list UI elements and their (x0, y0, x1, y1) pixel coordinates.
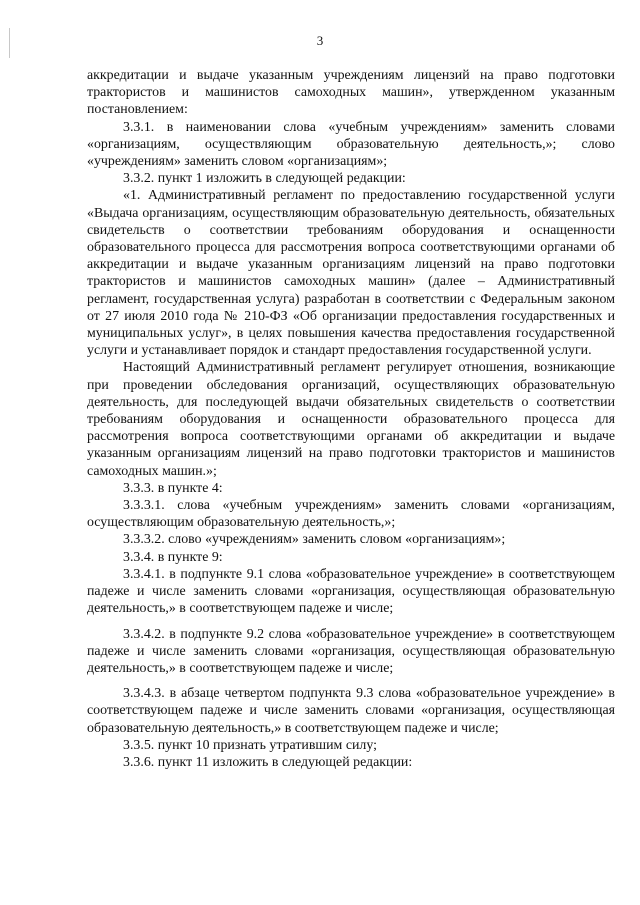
paragraph-3-3-3-2: 3.3.3.2. слово «учреждениям» заменить словом «организациям»; (123, 532, 506, 548)
paragraph-3-3-6: 3.3.6. пункт 11 изложить в следующей редакции: (123, 754, 413, 770)
paragraph-3-3-4-3: 3.3.4.3. в абзаце четвертом подпункта 9.3 слова «образовательное учреждение» в соответствующем падеже и числе заменить словами «организация, осуществляющая образовательную деятельность,» в соответствующем падеже и числе; (87, 686, 615, 736)
paragraph-3-3-4-1: 3.3.4.1. в подпункте 9.1 слова «образовательное учреждение» в соответствующем падеже и числе заменить словами «организация, осуществляющая образовательную деятельность,» в соответствующем падеже и числе; (87, 566, 615, 617)
paragraph-3-3-3: 3.3.3. в пункте 4: (123, 480, 223, 496)
paragraph-3-3-1: 3.3.1. в наименовании слова «учебным учреждениям» заменить словами «организациям, осуществляющим образовательную деятельность,»; слово «учреждениям» заменить словом «организациям»; (87, 119, 615, 170)
page-number: 3 (316, 33, 324, 48)
paragraph-3-3-2: 3.3.2. пункт 1 изложить в следующей редакции: (123, 171, 406, 187)
paragraph-3-3-3-1: 3.3.3.1. слова «учебным учреждениям» заменить словами «организациям, осуществляющим образовательную деятельность,»; (87, 498, 615, 531)
document-body (87, 67, 615, 771)
paragraph-3-3-5: 3.3.5. пункт 10 признать утратившим силу; (123, 737, 377, 753)
paragraph-regulation-item-1: «1. Административный регламент по предоставлению государственной услуги «Выдача организациям, осуществляющим образовательную деятельность, обязательных свидетельств о соответствии требованиям оборудования и оснащенности образовательного процесса для рассмотрения вопроса соответствующими органами об аккредитации и выдаче указанным организациям лицензий на право подготовки трактористов и машинистов самоходных машин» (далее – Административный регламент, государственная услуга) разработан в соответствии с Федеральным законом от 27 июля 2010 года № 210-ФЗ «Об организации предоставления государственных и муниципальных услуг», в целях повышения качества предоставления государственной услуги и устанавливает порядок и стандарт предоставления государственной услуги. (87, 188, 615, 359)
paragraph-regulation-scope: Настоящий Административный регламент регулирует отношения, возникающие при проведении обследования организаций, осуществляющих образовательную деятельность, для последующей выдачи обязательных свидетельств о соответствии требованиям оборудования и оснащенности образовательного процесса для рассмотрения вопроса соответствующими органами об аккредитации и выдаче указанным организациям лицензий на право подготовки трактористов и машинистов самоходных машин.»; (87, 360, 615, 479)
paragraph-3-3-4-2: 3.3.4.2. в подпункте 9.2 слова «образовательное учреждение» в соответствующем падеже и числе заменить словами «организация, осуществляющая образовательную деятельность,» в соответствующем падеже и числе; (87, 626, 615, 676)
paragraph-continuation: аккредитации и выдаче указанным учреждениям лицензий на право подготовки трактористов и машинистов самоходных машин», утвержденном указанным постановлением: (87, 68, 615, 118)
paragraph-3-3-4: 3.3.4. в пункте 9: (123, 549, 223, 565)
